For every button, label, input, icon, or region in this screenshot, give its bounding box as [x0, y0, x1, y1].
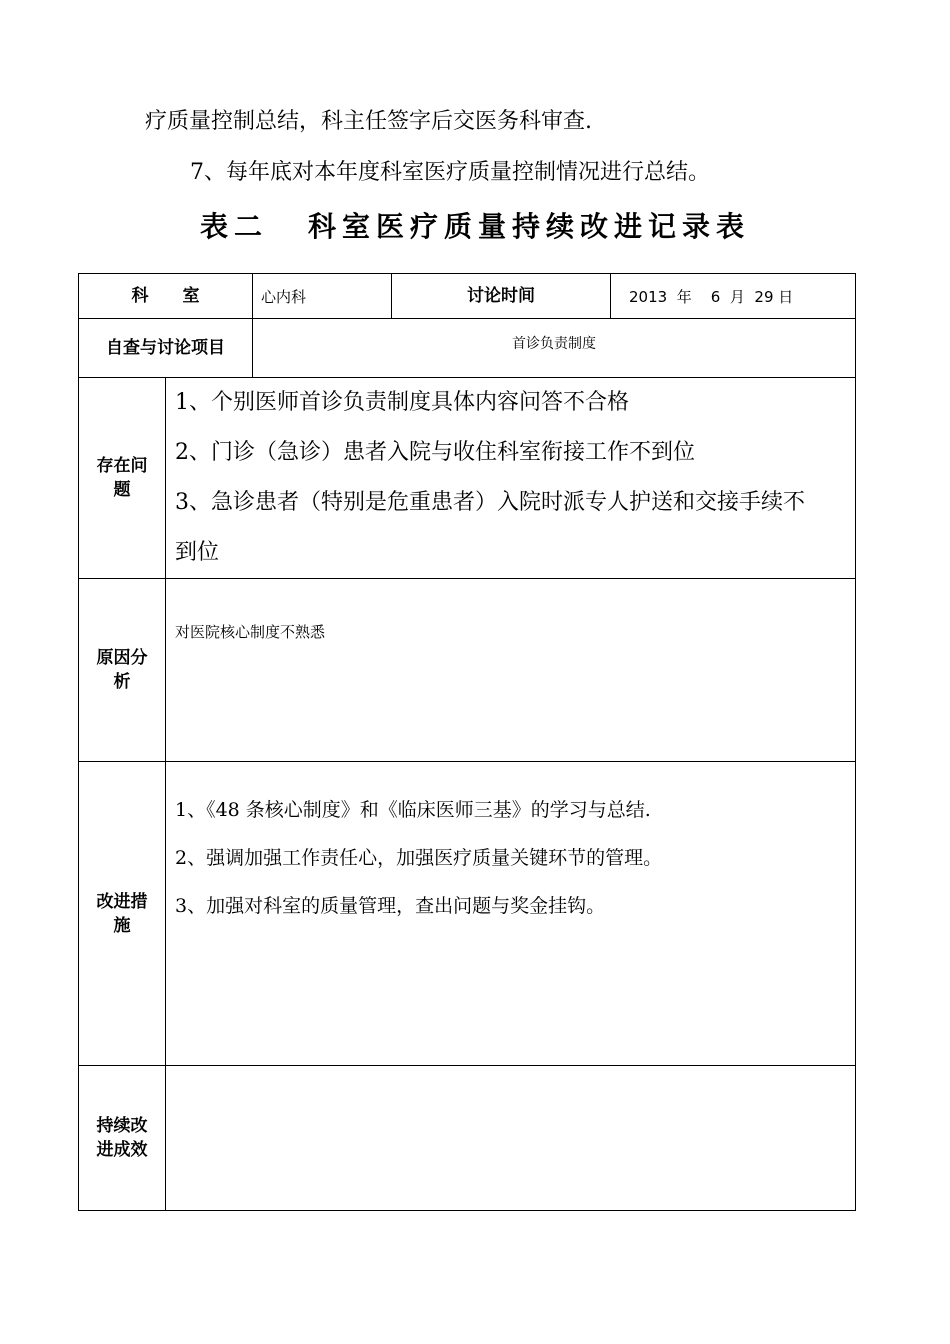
problems-label: 存在问题 — [96, 456, 148, 500]
measure-item: 1、《48 条核心制度》和《临床医师三基》的学习与总结. — [175, 799, 651, 821]
item-label: 自查与讨论项目 — [106, 338, 225, 358]
measures-cell — [166, 762, 856, 1066]
dept-value-cell — [253, 274, 392, 319]
cause-label: 原因分析 — [96, 648, 148, 692]
time-label: 讨论时间 — [467, 286, 535, 306]
measures-label: 改进措施 — [96, 891, 148, 936]
problem-item: 到位 — [175, 540, 220, 565]
dept-label-cell — [79, 274, 253, 319]
dept-label: 科 室 — [131, 286, 200, 306]
problems-label-cell — [79, 378, 166, 579]
item-value: 首诊负责制度 — [512, 336, 596, 352]
measure-item: 2、强调加强工作责任心，加强医疗质量关键环节的管理。 — [175, 847, 663, 869]
cause-cell — [166, 579, 856, 762]
title-table-name: 科室医疗质量持续改进记录表 — [308, 210, 751, 243]
measures-label-cell — [79, 762, 166, 1066]
intro-line-2: 7、每年底对本年度科室医疗质量控制情况进行总结。 — [190, 160, 710, 185]
problems-cell — [166, 378, 856, 579]
item-value-cell — [253, 319, 856, 378]
cause-value: 对医院核心制度不熟悉 — [175, 623, 326, 641]
effect-label: 持续改进成效 — [96, 1116, 148, 1160]
cause-label-cell — [79, 579, 166, 762]
intro-line-1: 疗质量控制总结，科主任签字后交医务科审查. — [145, 109, 592, 134]
problem-item: 3、急诊患者（特别是危重患者）入院时派专人护送和交接手续不 — [175, 490, 805, 515]
improvement-record-table — [78, 273, 856, 1211]
time-value-cell — [611, 274, 856, 319]
effect-label-cell — [79, 1066, 166, 1211]
title-table-number: 表二 — [199, 210, 268, 243]
effect-cell — [166, 1066, 856, 1211]
measure-item: 3、加强对科室的质量管理，查出问题与奖金挂钩。 — [175, 895, 606, 917]
page-title — [0, 205, 950, 245]
time-label-cell — [392, 274, 611, 319]
problem-item: 1、个别医师首诊负责制度具体内容问答不合格 — [175, 390, 629, 415]
dept-value: 心内科 — [261, 287, 307, 306]
item-label-cell — [79, 319, 253, 378]
problem-item: 2、门诊（急诊）患者入院与收住科室衔接工作不到位 — [175, 440, 695, 465]
time-value: 2013 年 6 月 29 日 — [629, 287, 794, 306]
